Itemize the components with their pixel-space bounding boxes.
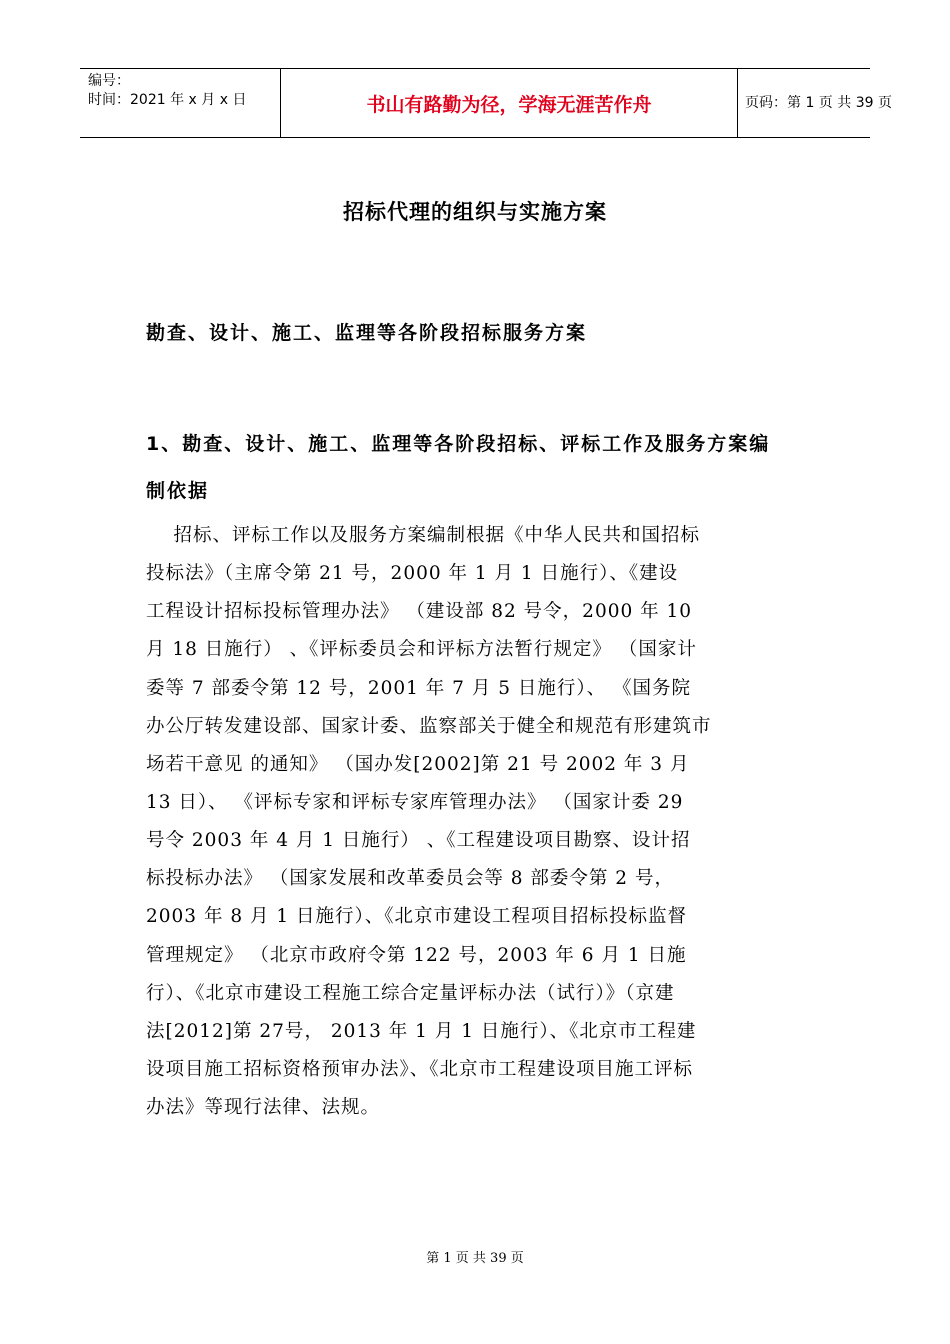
paragraph-line: 委等 7 部委令第 12 号，2001 年 7 月 5 日施行）、 《国务院 — [146, 677, 691, 699]
date-label: 时间：2021 年 x 月 x 日 — [88, 92, 247, 108]
paragraph-line: 投标法》（主席令第 21 号，2000 年 1 月 1 日施行）、《建设 — [146, 563, 679, 585]
paragraph-line: 工程设计招标投标管理办法》 （建设部 82 号令，2000 年 10 — [146, 601, 693, 623]
paragraph-line: 管理规定》 （北京市政府令第 122 号，2003 年 6 月 1 日施 — [146, 944, 687, 966]
sub-heading-line-1: 1、勘查、设计、施工、监理等各阶段招标、评标工作及服务方案编 — [146, 433, 771, 455]
paragraph-line: 招标、评标工作以及服务方案编制根据《中华人民共和国招标 — [146, 525, 701, 546]
paragraph-line: 月 18 日施行） 、《评标委员会和评标方法暂行规定》 （国家计 — [146, 639, 697, 661]
body-paragraph — [146, 517, 836, 1127]
page-footer: 第 1 页 共 39 页 — [426, 1251, 524, 1266]
section-heading: 勘查、设计、施工、监理等各阶段招标服务方案 — [146, 322, 588, 344]
paragraph-line: 号令 2003 年 4 月 1 日施行） 、《工程建设项目勘察、设计招 — [146, 830, 691, 852]
paragraph-line: 13 日）、 《评标专家和评标专家库管理办法》 （国家计委 29 — [146, 791, 684, 813]
paragraph-line: 法[2012]第 27号， 2013 年 1 月 1 日施行）、《北京市工程建 — [146, 1020, 697, 1042]
doc-number-label: 编号： — [88, 73, 130, 89]
header-page-indicator: 页码：第 1 页 共 39 页 — [745, 95, 892, 111]
paragraph-line: 办公厅转发建设部、国家计委、监察部关于健全和规范有形建筑市 — [146, 715, 712, 737]
header-motto: 书山有路勤为径，学海无涯苦作舟 — [280, 69, 738, 137]
paragraph-line: 办法》等现行法律、法规。 — [146, 1097, 381, 1119]
paragraph-line: 行）、《北京市建设工程施工综合定量评标办法（试行）》（京建 — [146, 982, 675, 1004]
header-table — [80, 68, 892, 138]
sub-heading-line-2: 制依据 — [146, 480, 210, 502]
paragraph-line: 场若干意见 的通知》 （国办发[2002]第 21 号 2002 年 3 月 — [146, 753, 690, 775]
header-meta — [88, 72, 278, 110]
paragraph-line: 2003 年 8 月 1 日施行）、《北京市建设工程项目招标投标监督 — [146, 906, 688, 928]
document-title: 招标代理的组织与实施方案 — [343, 200, 607, 224]
paragraph-line: 标投标办法》 （国家发展和改革委员会等 8 部委令第 2 号， — [146, 868, 674, 890]
paragraph-line: 设项目施工招标资格预审办法》、《北京市工程建设项目施工评标 — [146, 1058, 694, 1080]
